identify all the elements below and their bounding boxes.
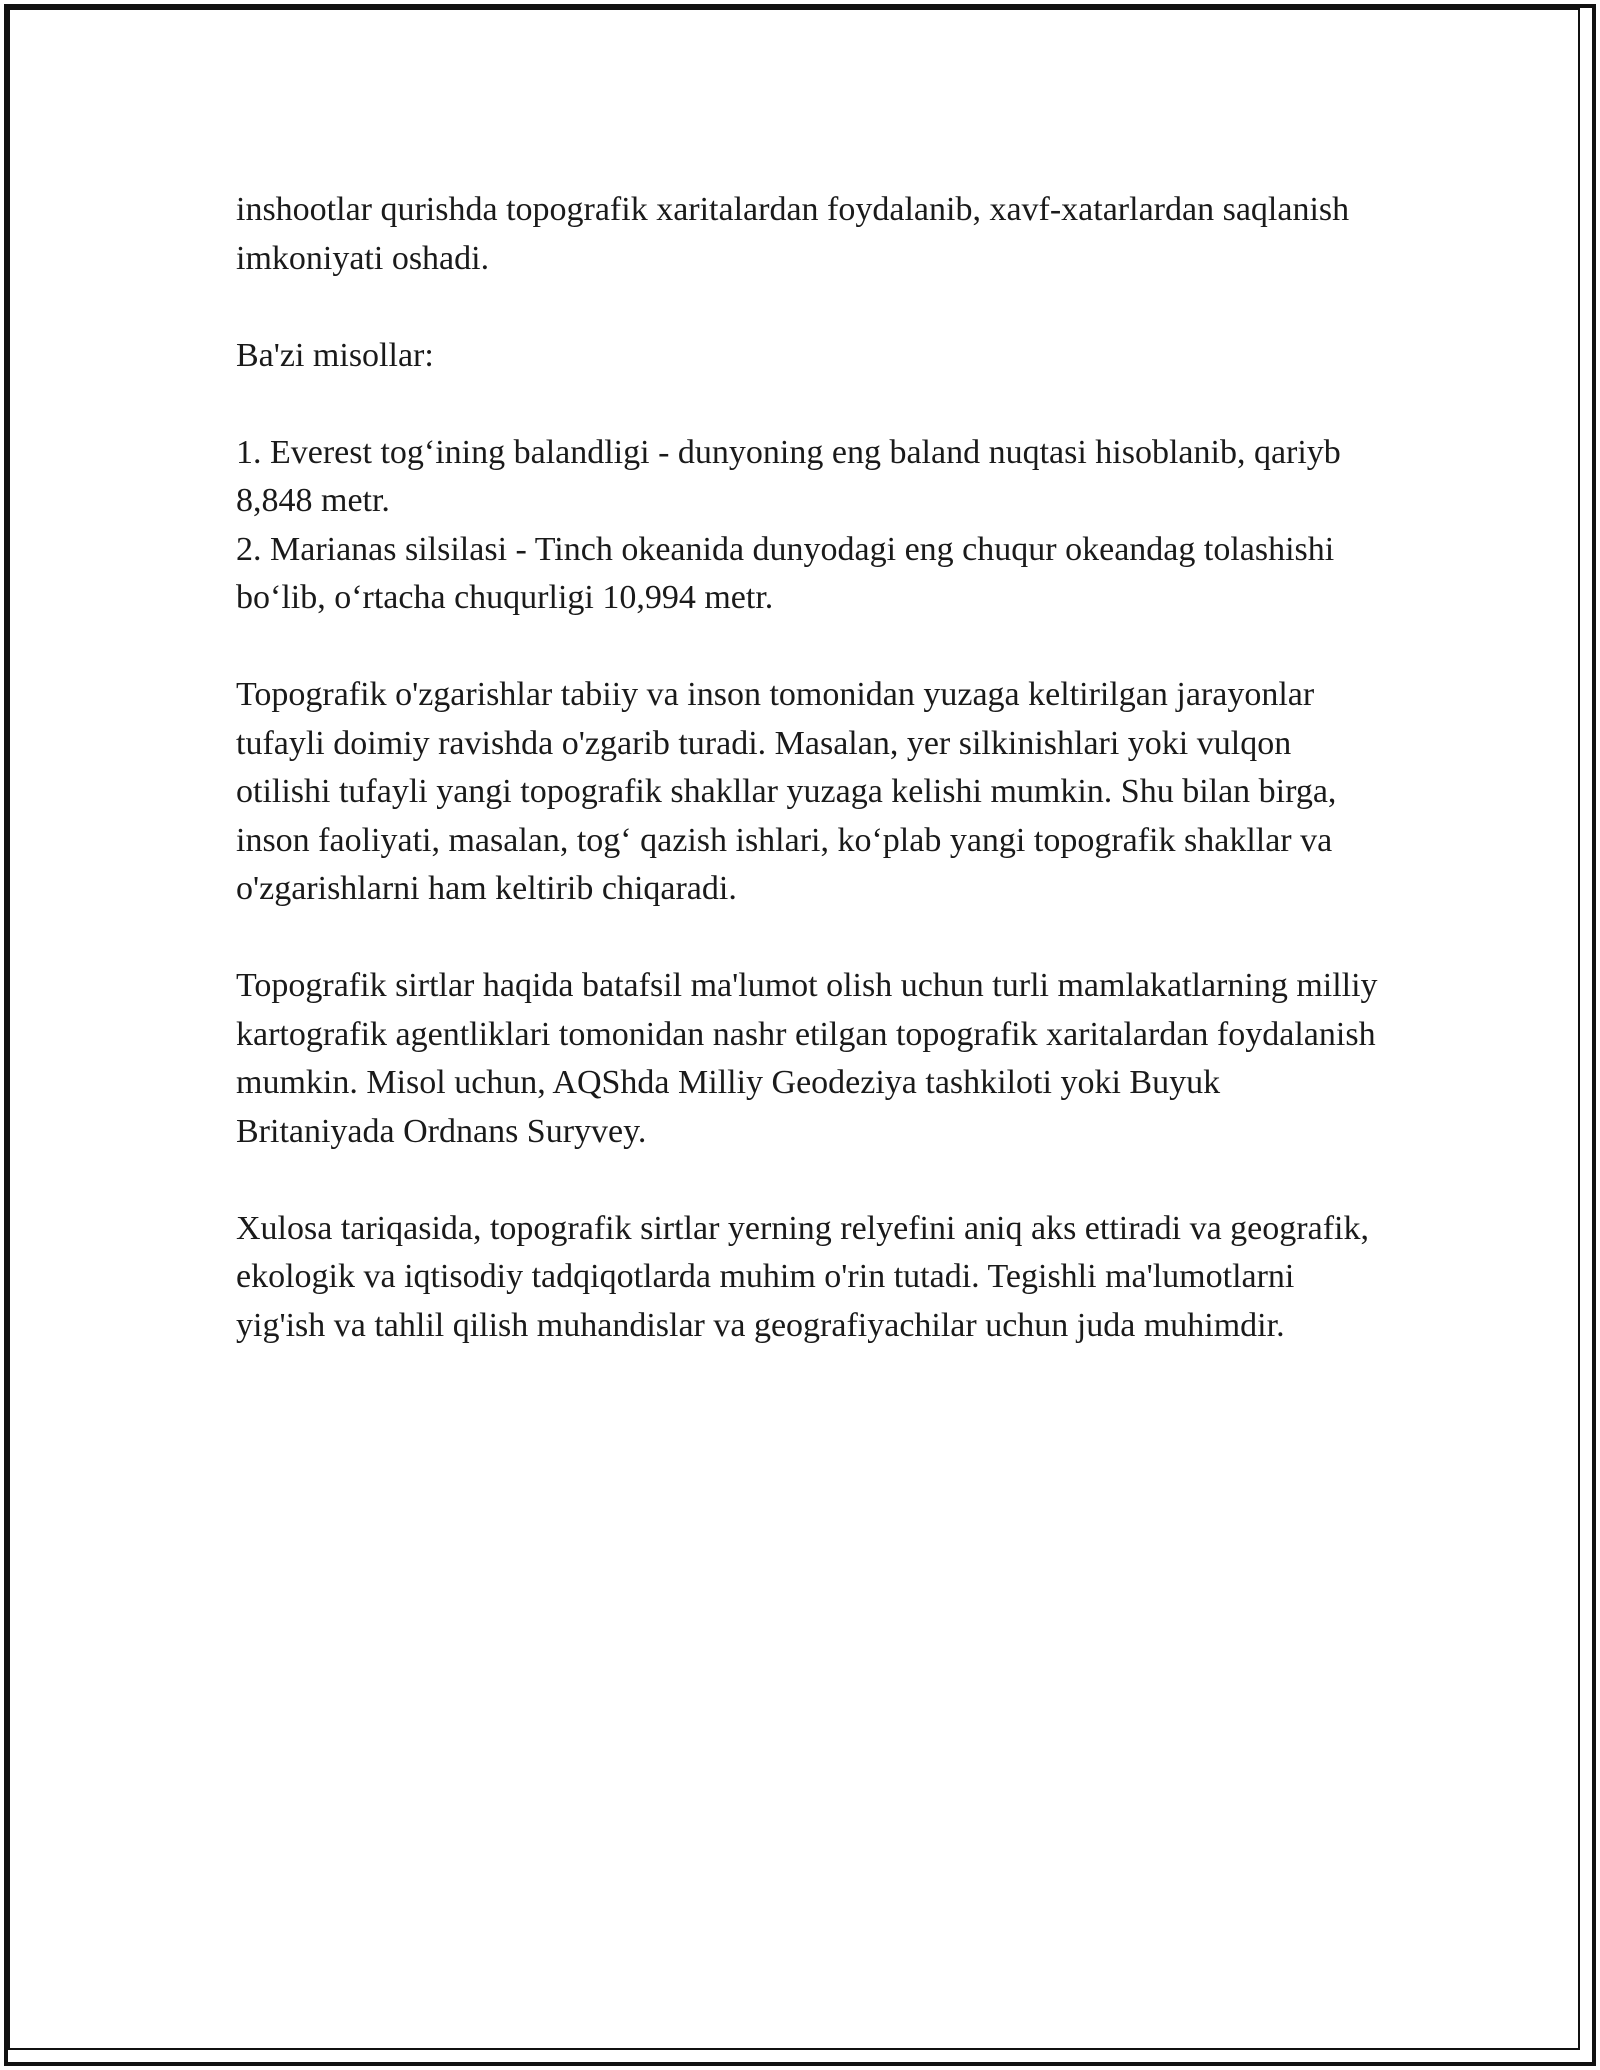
paragraph-conclusion: Xulosa tariqasida, topografik sirtlar yerning relyefini aniq aks ettiradi va geografik, ekologik va iqtisodiy tadqiqotlarda muhim o'rin tutadi. Tegishli ma'lumotlarni yig'ish va tahlil qilish muhandislar va geografiyachilar uchun juda muhimdir. [236,1209,1369,1344]
list-item: 2. Marianas silsilasi - Tinch okeanida dunyodagi eng chuqur okeandag tolashishi bo‘lib, o‘rtacha chuqurligi 10,994 metr. [236,530,1335,616]
examples-list [236,429,1386,623]
paragraph-sources: Topografik sirtlar haqida batafsil ma'lumot olish uchun turli mamlakatlarning milliy kartografik agentliklari tomonidan nashr etilgan topografik xaritalardan foydalanish mumkin. Misol uchun, AQShda Milliy Geodeziya tashkiloti yoki Buyuk Britaniyada Ordnans Suryvey. [236,967,1378,1150]
examples-heading: Ba'zi misollar: [236,336,434,374]
intro-paragraph: inshootlar qurishda topografik xaritalardan foydalanib, xavf-xatarlardan saqlanish imkoniyati oshadi. [236,191,1350,277]
paragraph-changes: Topografik o'zgarishlar tabiiy va inson tomonidan yuzaga keltirilgan jarayonlar tufayli doimiy ravishda o'zgarib turadi. Masalan, yer silkinishlari yoki vulqon otilishi tufayli yangi topografik shakllar yuzaga kelishi mumkin. Shu bilan birga, inson faoliyati, masalan, tog‘ qazish ishlari, ko‘plab yangi topografik shakllar va o'zgarishlarni ham keltirib chiqaradi. [236,676,1337,907]
document-body [236,186,1386,1399]
list-item: 1. Everest tog‘ining balandligi - dunyoning eng baland nuqtasi hisoblanib, qariyb 8,848 metr. [236,433,1341,519]
